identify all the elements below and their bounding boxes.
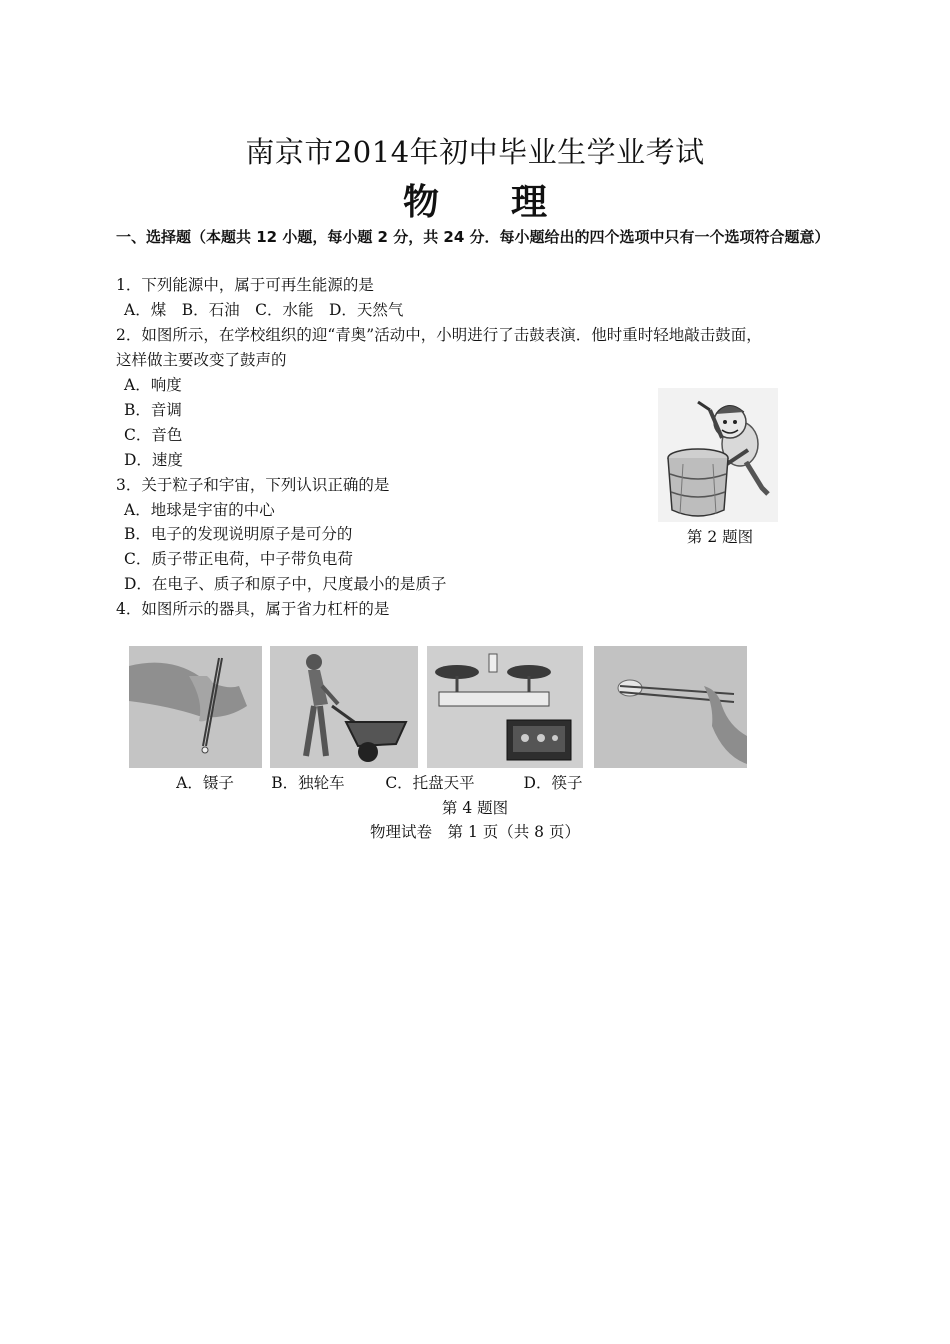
q4-option-c: C．托盘天平 bbox=[385, 774, 475, 792]
q4-stem: 4．如图所示的器具，属于省力杠杆的是 bbox=[116, 600, 390, 618]
section-heading: 一、选择题（本题共 12 小题，每小题 2 分，共 24 分．每小题给出的四个选项中只有一个选项符合题意） bbox=[116, 228, 830, 246]
q2-option-a: A．响度 bbox=[124, 376, 182, 394]
q3-option-a: A．地球是宇宙的中心 bbox=[124, 501, 275, 519]
q4-figure-caption: 第 4 题图 bbox=[441, 799, 509, 817]
q4-option-b: B．独轮车 bbox=[271, 774, 345, 792]
q2-option-d: D．速度 bbox=[124, 451, 183, 469]
q2-stem-line2: 这样做主要改变了鼓声的 bbox=[116, 351, 287, 369]
q4-option-a: A．镊子 bbox=[176, 774, 234, 792]
q1-stem: 1．下列能源中，属于可再生能源的是 bbox=[116, 276, 374, 294]
q1-options: A．煤 B．石油 C．水能 D．天然气 bbox=[124, 301, 404, 319]
page-footer: 物理试卷 第 1 页（共 8 页） bbox=[370, 823, 580, 841]
q4-photo-balance bbox=[427, 646, 583, 768]
q3-stem: 3．关于粒子和宇宙，下列认识正确的是 bbox=[116, 476, 390, 494]
subject-heading bbox=[0, 174, 950, 225]
q3-option-d: D．在电子、质子和原子中，尺度最小的是质子 bbox=[124, 575, 447, 593]
subject-char-2: 理 bbox=[511, 182, 548, 223]
q2-option-b: B．音调 bbox=[124, 401, 182, 419]
q2-figure-drummer bbox=[658, 388, 778, 522]
q2-option-c: C．音色 bbox=[124, 426, 183, 444]
q4-option-d: D．筷子 bbox=[523, 774, 583, 792]
q2-stem-line1: 2．如图所示，在学校组织的迎“青奥”活动中，小明进行了击鼓表演．他时重时轻地敲击鼓面， bbox=[116, 326, 762, 344]
q4-photo-wheelbarrow bbox=[270, 646, 418, 768]
q4-photo-chopsticks bbox=[594, 646, 747, 768]
q4-photo-tweezers bbox=[129, 646, 262, 768]
subject-char-1: 物 bbox=[402, 182, 439, 223]
exam-title: 南京市2014年初中毕业生学业考试 bbox=[245, 135, 705, 169]
q2-figure-caption: 第 2 题图 bbox=[686, 528, 754, 546]
q3-option-c: C．质子带正电荷，中子带负电荷 bbox=[124, 550, 353, 568]
q3-option-b: B．电子的发现说明原子是可分的 bbox=[124, 525, 353, 543]
